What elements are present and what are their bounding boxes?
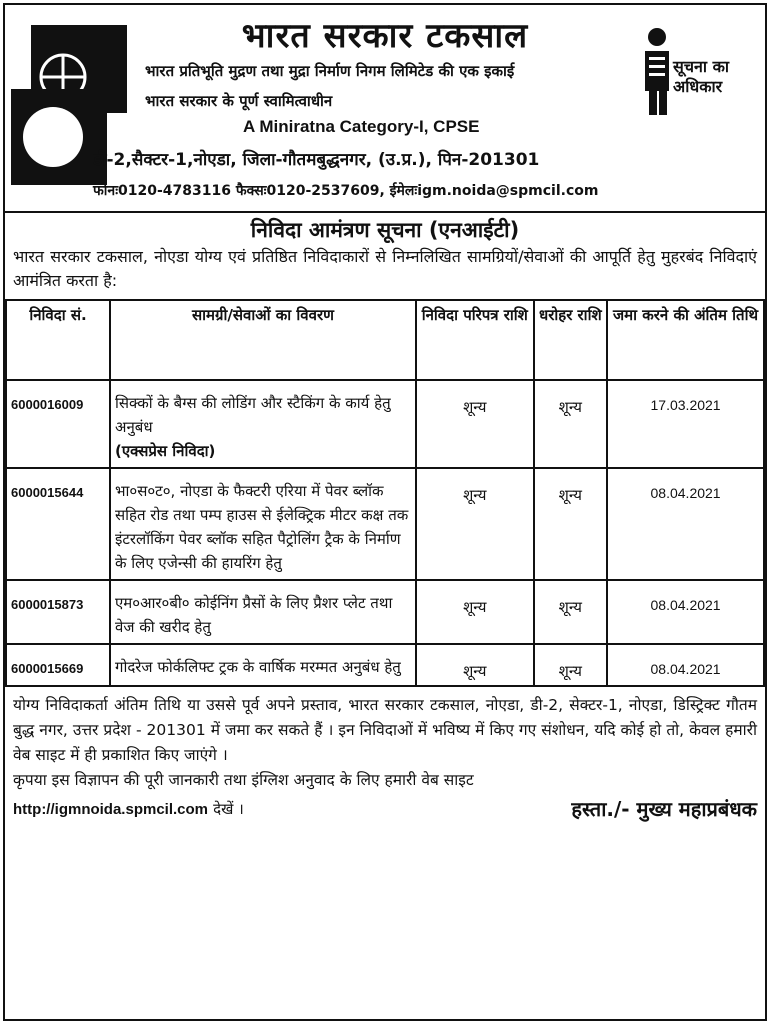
tender-description: गोदरेज फोर्कलिफ्ट ट्रक के वार्षिक मरम्मत अनुबंध हेतु — [110, 644, 416, 686]
header-last-date: जमा करने की अंतिम तिथि — [607, 300, 764, 380]
subtitle-ownership: भारत सरकार के पूर्ण स्वामित्वाधीन — [145, 92, 333, 110]
description-note: (एक्सप्रेस निविदा) — [115, 442, 216, 460]
tender-description: एम०आर०बी० कोईनिंग प्रैसों के लिए प्रैशर प्लेट तथा वेज की खरीद हेतु — [110, 580, 416, 644]
tender-description — [110, 380, 416, 468]
table-header-row — [6, 300, 764, 380]
tender-emd: शून्य — [534, 380, 608, 468]
signature-row — [5, 795, 765, 822]
footer-text — [5, 687, 765, 793]
table-row — [6, 468, 764, 580]
website-link[interactable]: http://igmnoida.spmcil.com — [13, 800, 209, 818]
table-row — [6, 644, 764, 686]
subtitle-category: A Miniratna Category-I, CPSE — [243, 117, 480, 136]
tender-no: 6000015873 — [6, 580, 110, 644]
tender-no: 6000016009 — [6, 380, 110, 468]
tender-last-date: 08.04.2021 — [607, 468, 764, 580]
tender-fee: शून्य — [416, 468, 534, 580]
tender-fee: शून्य — [416, 580, 534, 644]
signature: हस्ता./- मुख्य महाप्रबंधक — [571, 797, 757, 821]
tender-last-date: 08.04.2021 — [607, 580, 764, 644]
header-tender-fee: निविदा परिपत्र राशि — [416, 300, 534, 380]
tender-emd: शून्य — [534, 468, 608, 580]
contact-line: फोनः0120-4783116 फैक्सः0120-2537609, ईमेलःigm.noida@spmcil.com — [93, 183, 599, 199]
tender-notice-page — [3, 3, 767, 1021]
header — [5, 5, 765, 213]
tender-description: भा०स०ट०, नोएडा के फैक्टरी एरिया में पेवर ब्लॉक सहित रोड तथा पम्प हाउस से ईलेक्ट्रिक मीटर कक्ष तक इंटरलॉकिंग पेवर ब्लॉक सहित पैट्रोलिंग ट्रैक के निर्माण के लिए एजेन्सी की हायरिंग हेतु — [110, 468, 416, 580]
notice-title: निविदा आमंत्रण सूचना (एनआईटी) — [250, 218, 520, 242]
tender-no: 6000015669 — [6, 644, 110, 686]
website-instructions: कृपया इस विज्ञापन की पूरी जानकारी तथा इंग्लिश अनुवाद के लिए हमारी वेब साइट — [13, 771, 474, 789]
rti-logo — [641, 27, 751, 127]
website-suffix: देखें । — [213, 799, 244, 818]
rti-logo-text: सूचना का अधिकार — [673, 57, 730, 96]
tender-fee: शून्य — [416, 644, 534, 686]
subtitle-corp: भारत प्रतिभूति मुद्रण तथा मुद्रा निर्माण निगम लिमिटेड की एक इकाई — [145, 62, 515, 80]
notice-intro: भारत सरकार टकसाल, नोएडा योग्य एवं प्रतिष्ठित निविदाकारों से निम्नलिखित सामग्रियों/सेवाओं की आपूर्ति हेतु मुहरबंद निविदाएं आमंत्रित करता है: — [13, 247, 757, 290]
header-emd: धरोहर राशि — [534, 300, 608, 380]
description-text: सिक्कों के बैग्स की लोडिंग और स्टैकिंग के कार्य हेतु अनुबंध — [115, 394, 391, 436]
header-tender-no: निविदा सं. — [6, 300, 110, 380]
header-description: सामग्री/सेवाओं का विवरण — [110, 300, 416, 380]
tender-emd: शून्य — [534, 580, 608, 644]
tender-no: 6000015644 — [6, 468, 110, 580]
tender-last-date: 17.03.2021 — [607, 380, 764, 468]
table-row — [6, 580, 764, 644]
tender-fee: शून्य — [416, 380, 534, 468]
tender-emd: शून्य — [534, 644, 608, 686]
tender-table — [5, 299, 765, 687]
address: डी-2,सैक्टर-1,नोएडा, जिला-गौतमबुद्धनगर, (उ.प्र.), पिन-201301 — [93, 150, 540, 170]
submission-instructions: योग्य निविदाकर्ता अंतिम तिथि या उससे पूर्व अपने प्रस्ताव, भारत सरकार टकसाल, नोएडा, डी-2, सेक्टर-1, नोएडा, डिस्ट्रिक्ट गौतम बुद्ध नगर, उत्तर प्रदेश - 201301 में जमा कर सकते हैं । इन निविदाओं में भविष्य में किए गए संशोधन, यदि कोई हो तो, केवल हमारी वेब साइट में ही प्रकाशित किए जाएंगे । — [13, 696, 757, 764]
tender-last-date: 08.04.2021 — [607, 644, 764, 686]
table-row — [6, 380, 764, 468]
page-title: भारत सरकार टकसाल — [241, 16, 529, 56]
